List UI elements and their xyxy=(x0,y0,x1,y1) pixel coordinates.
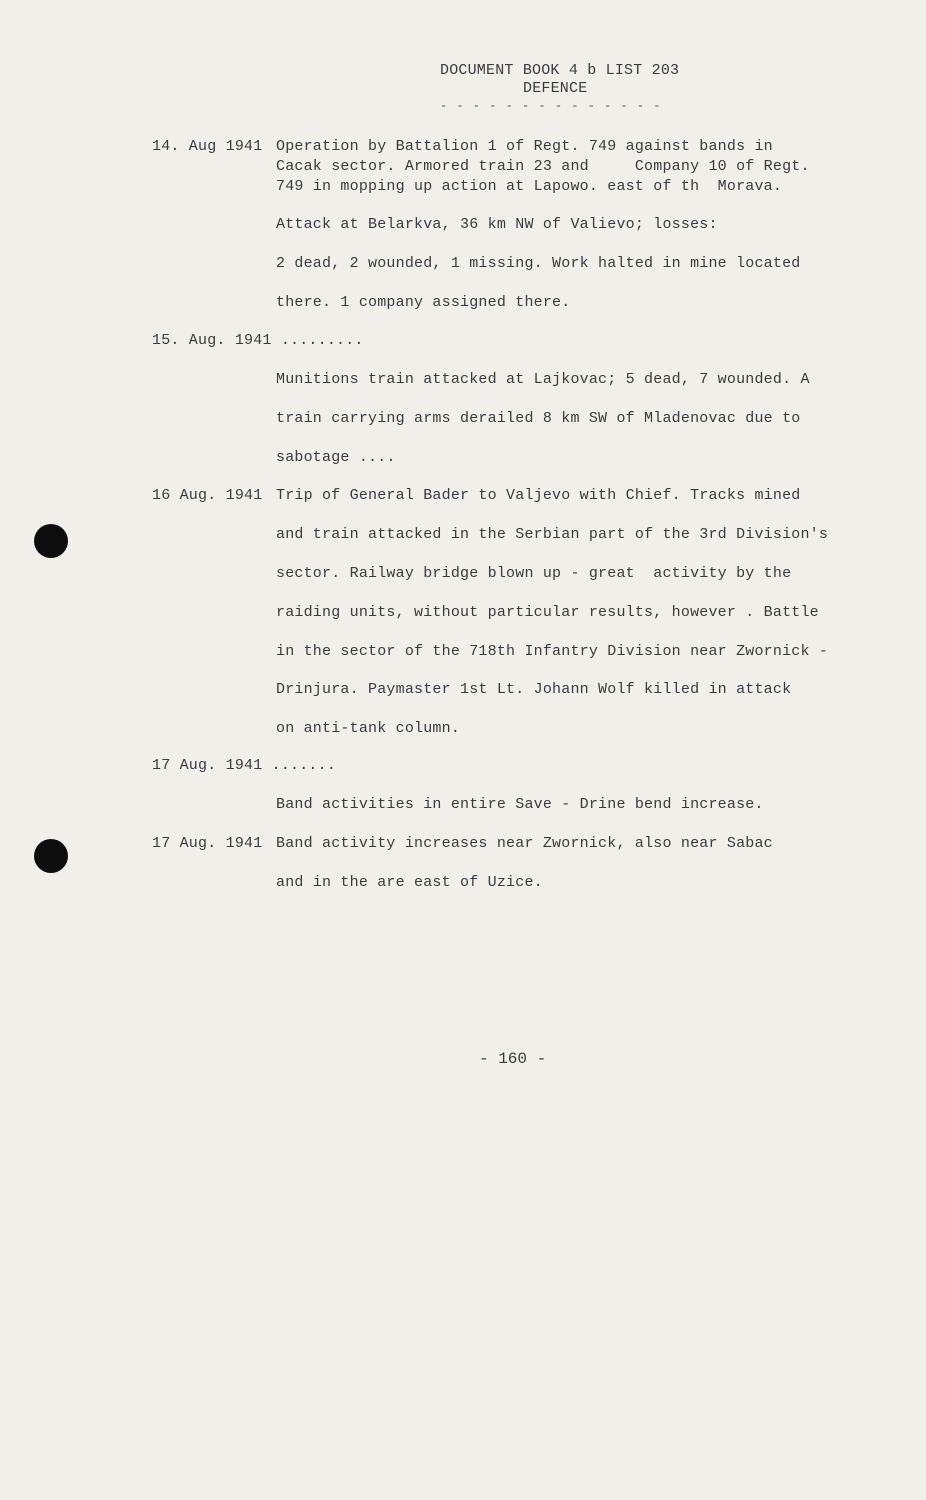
entry-text-line: train carrying arms derailed 8 km SW of Mladenovac due to xyxy=(276,410,801,427)
punch-hole xyxy=(34,839,68,873)
entry-text-line: Band activity increases near Zwornick, also near Sabac xyxy=(276,835,773,852)
punch-hole xyxy=(34,524,68,558)
document-header-title: DOCUMENT BOOK 4 b LIST 203 xyxy=(440,62,680,79)
entry-text-line: 2 dead, 2 wounded, 1 missing. Work halted in mine located xyxy=(276,255,801,272)
entry-text-line: Trip of General Bader to Valjevo with Chief. Tracks mined xyxy=(276,487,801,504)
entry-text-line: and train attacked in the Serbian part of the 3rd Division's xyxy=(276,526,829,543)
entry-text-line: sabotage .... xyxy=(276,449,396,466)
entry-text-line: raiding units, without particular results, however . Battle xyxy=(276,604,819,621)
page-number: - 160 - xyxy=(479,1050,547,1068)
entry-text-line: Band activities in entire Save - Drine bend increase. xyxy=(276,796,764,813)
entry-date: 14. Aug 1941 xyxy=(152,138,263,155)
entry-date: 17 Aug. 1941 xyxy=(152,835,263,852)
document-header-subtitle: DEFENCE xyxy=(523,80,588,97)
entry-text-line: Attack at Belarkva, 36 km NW of Valievo; losses: xyxy=(276,216,718,233)
entry-text-line: Drinjura. Paymaster 1st Lt. Johann Wolf killed in attack xyxy=(276,681,792,698)
entry-date: 17 Aug. 1941 ....... xyxy=(152,757,337,774)
entry-date: 16 Aug. 1941 xyxy=(152,487,263,504)
entry-text-line: and in the are east of Uzice. xyxy=(276,874,543,891)
entry-text-line: in the sector of the 718th Infantry Division near Zwornick - xyxy=(276,643,829,660)
entry-date: 15. Aug. 1941 ......... xyxy=(152,332,364,349)
entry-text-line: sector. Railway bridge blown up - great activity by the xyxy=(276,565,792,582)
entry-text-line: Operation by Battalion 1 of Regt. 749 against bands in xyxy=(276,138,773,155)
entry-text-line: Cacak sector. Armored train 23 and Company 10 of Regt. xyxy=(276,158,810,175)
entry-text-line: Munitions train attacked at Lajkovac; 5 dead, 7 wounded. A xyxy=(276,371,810,388)
entry-text-line: 749 in mopping up action at Lapowo. east of th Morava. xyxy=(276,178,783,195)
entry-text-line: there. 1 company assigned there. xyxy=(276,294,571,311)
header-dash-rule: - - - - - - - - - - - - - - xyxy=(440,99,662,113)
entry-text-line: on anti-tank column. xyxy=(276,720,461,737)
